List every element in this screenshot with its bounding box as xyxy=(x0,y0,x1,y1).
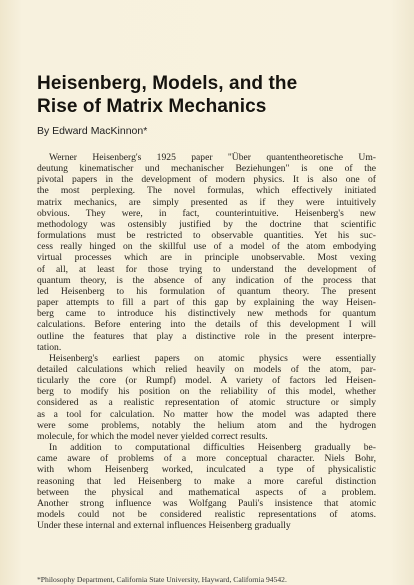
text-line: considered as a realistic representation of atomic structure or simply xyxy=(37,397,376,409)
text-line: berg to modify his position on the reliability of this model, whether xyxy=(37,386,376,398)
text-line: ticularly the core (or Rumpf) model. A variety of factors led Heisen- xyxy=(37,375,376,387)
text-line: models could not be considered realistic representations of atoms. xyxy=(37,509,376,520)
text-line: tation. xyxy=(37,341,62,353)
text-line: between the physical and mathematical aspects of a problem. xyxy=(37,486,376,498)
text-line: Heisenberg's earliest papers on atomic physics were essentially xyxy=(49,352,376,364)
text-line: reasoning that led Heisenberg to make a more careful distinction xyxy=(37,475,376,487)
article-body xyxy=(37,152,376,531)
text-line: outline the features that play a distinctive role in the present interpre- xyxy=(37,330,376,342)
paragraph xyxy=(37,442,376,531)
text-line: of all, at least for those trying to understand the development of xyxy=(37,263,376,275)
text-line: quantum theory, is the absence of any indication of the process that xyxy=(37,274,376,286)
text-line: berg came to introduce his distinctively new methods for quantum xyxy=(37,308,376,320)
text-line: as a tool for calculation. No matter how the model was adapted there xyxy=(37,408,376,420)
text-line: were some problems, notably the helium atom and the hydrogen xyxy=(37,419,376,431)
text-line: paper attempts to fill a part of this gap by explaining the way Heisen- xyxy=(37,297,376,309)
article-title xyxy=(37,72,377,118)
text-line: Werner Heisenberg's 1925 paper "Über quantentheoretische Um- xyxy=(49,152,376,163)
author-byline: By Edward MacKinnon* xyxy=(37,125,148,137)
text-line: cess really hinged on the skillful use of a model of the atom embodying xyxy=(37,241,376,253)
text-line: led Heisenberg to his formulation of quantum theory. The present xyxy=(37,285,376,297)
text-line: came aware of problems of a more conceptual character. Niels Bohr, xyxy=(37,453,376,465)
text-line: calculations. Before entering into the details of this development I will xyxy=(37,319,376,331)
text-line: deutung kinematischer und mechanischer Beziehungen" is one of the xyxy=(37,163,376,175)
text-line: formulations must be restricted to observable quantities. Yet his suc- xyxy=(37,230,376,242)
paragraph xyxy=(37,353,376,442)
text-line: methodology was ostensibly justified by the doctrine that scientific xyxy=(37,218,376,230)
title-line: Heisenberg, Models, and the xyxy=(37,73,298,94)
footnote: *Philosophy Department, California State University, Hayward, California 94542. xyxy=(37,575,287,584)
paragraph xyxy=(37,152,376,353)
text-line: with whom Heisenberg worked, inculcated a type of physicalistic xyxy=(37,464,376,476)
title-line: Rise of Matrix Mechanics xyxy=(37,96,267,117)
text-line: Under these internal and external influences Heisenberg gradually xyxy=(37,520,291,532)
text-line: detailed calculations which relied heavily on models of the atom, par- xyxy=(37,363,376,375)
text-line: pivotal papers in the development of modern physics. It is also one of xyxy=(37,174,376,186)
text-line: In addition to computational difficulties Heisenberg gradually be- xyxy=(49,442,376,454)
text-line: matrix mechanics, are simply presented as if they were intuitively xyxy=(37,196,376,208)
text-line: the most perplexing. The novel formulas, which effectively initiated xyxy=(37,185,376,197)
text-line: Another strong influence was Wolfgang Pauli's insistence that atomic xyxy=(37,497,376,509)
text-line: obvious. They were, in fact, counterintuitive. Heisenberg's new xyxy=(37,207,376,219)
text-line: molecule, for which the model never yielded correct results. xyxy=(37,430,268,442)
text-line: virtual processes which are in principle unobservable. Most vexing xyxy=(37,252,376,264)
